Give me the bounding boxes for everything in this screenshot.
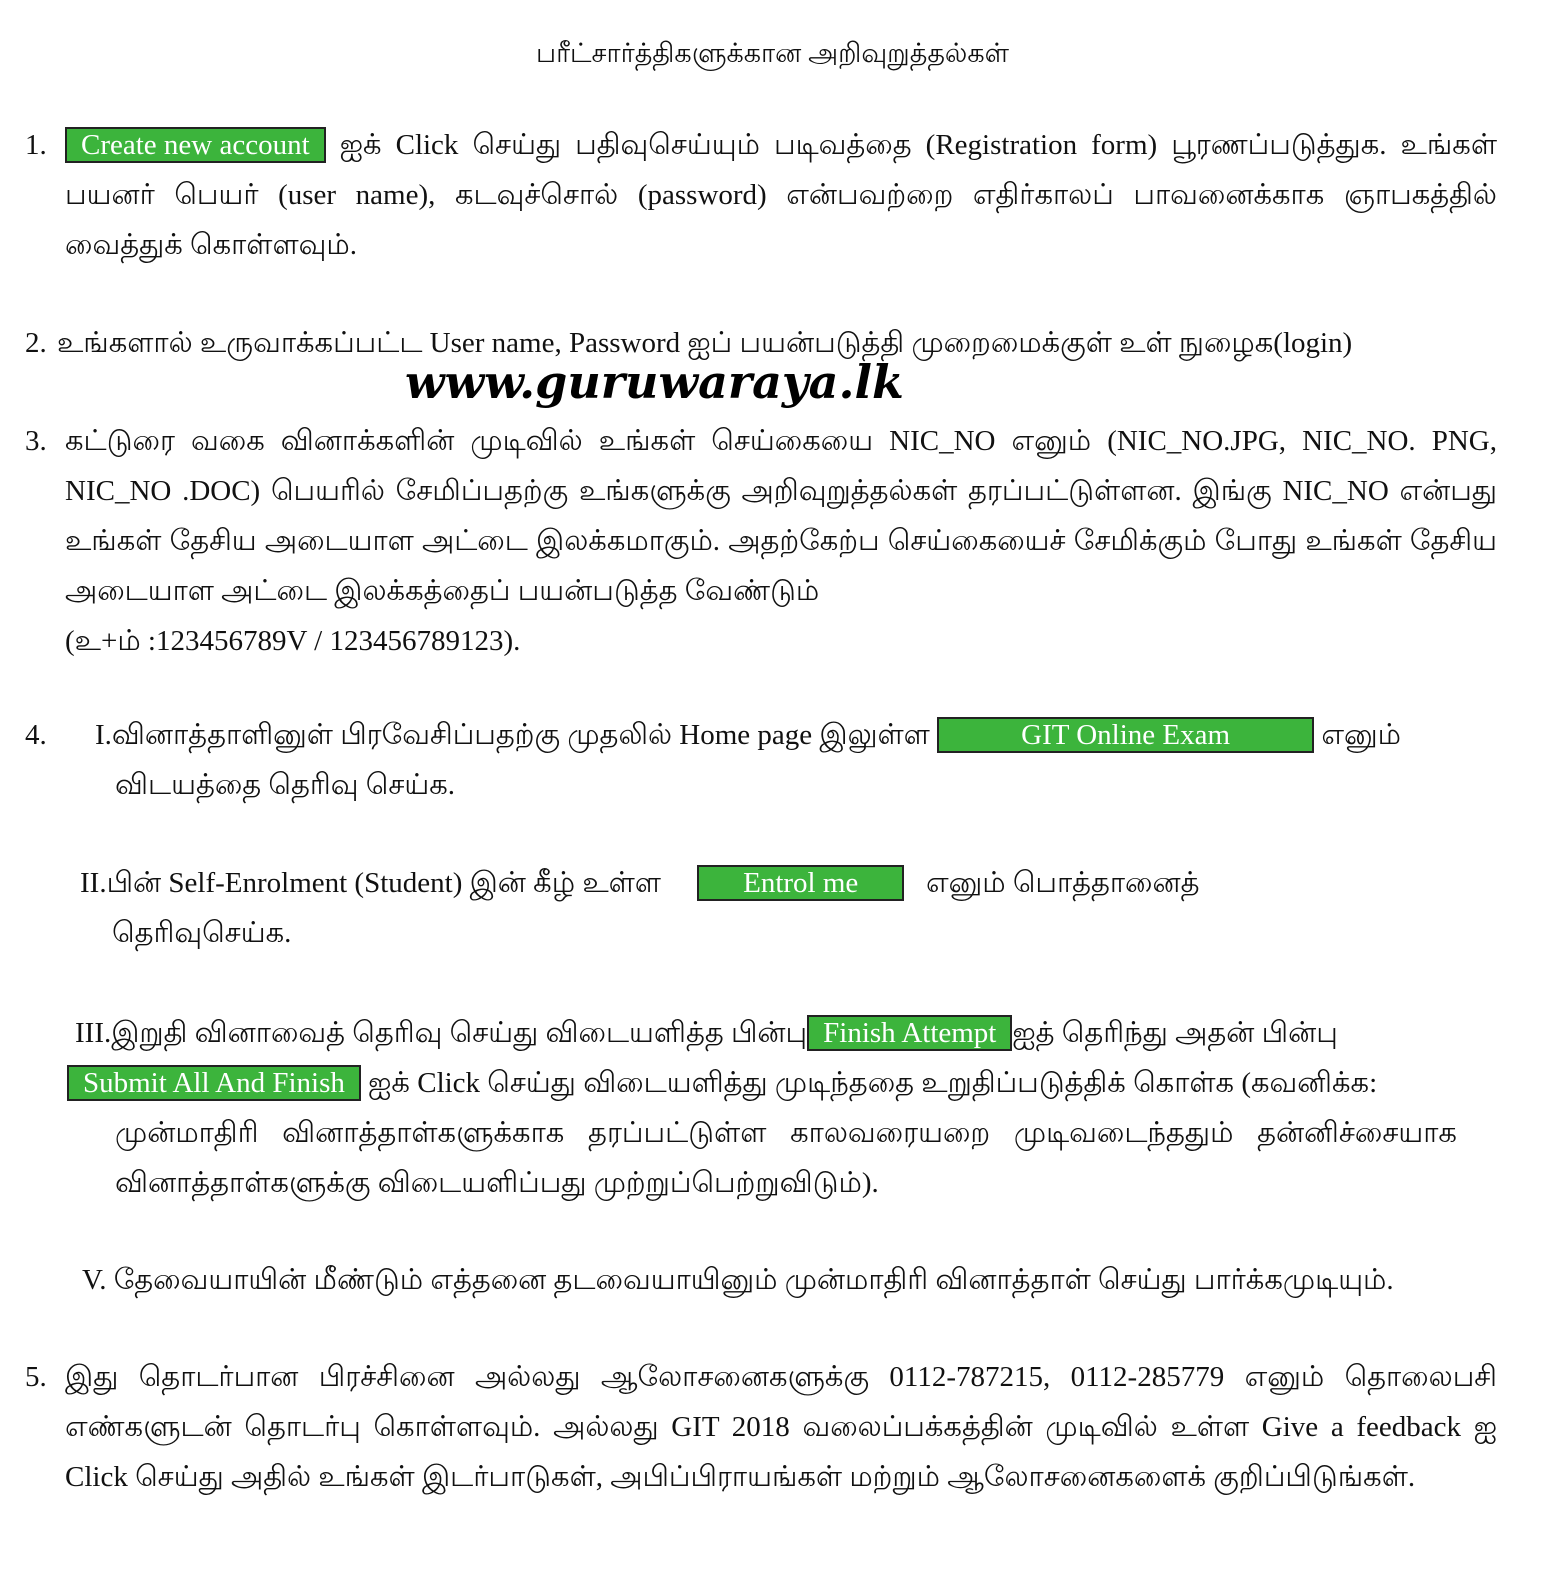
step-text: ஐக் Click செய்து விடையளித்து முடிந்ததை உறுதிப்படுத்திக் கொள்க (கவனிக்க: [368, 1067, 1378, 1099]
example-text: (உ+ம் :123456789V / 123456789123). [65, 625, 521, 657]
step-text: எனும் [1321, 719, 1401, 751]
step-text: இது தொடர்பான பிரச்சினை அல்லது ஆலோசனைகளுக்கு 0112-787215, 0112-285779 எனும் தொலைபசி எண்களுடன் தொடர்பு கொள்ளவும். அல்லது GIT 2018 வலைப்பக்கத்தின் முடிவில் உள்ள Give a feedback ஐ Click செய்து அதில் உங்கள் இடர்பாடுகள், அபிப்பிராயங்கள் மற்றும் ஆலோசனைகளைக் குறிப்பிடுங்கள். [65, 1361, 1497, 1493]
step-4-v: V. தேவையாயின் மீண்டும் எத்தனை தடவையாயினும் முன்மாதிரி வினாத்தாள் செய்து பார்க்கமுடியும். [82, 1264, 1394, 1296]
submit-all-finish-button[interactable]: Submit All And Finish [67, 1065, 361, 1101]
step-text: ஐக் Click செய்து பதிவுசெய்யும் படிவத்தை (Registration form) பூரணப்படுத்துக. உங்கள் பயனர் பெயர் (user name), கடவுச்சொல் (password) என்பவற்றை எதிர்காலப் பாவனைக்காக ஞாபகத்தில் வைத்துக் கொள்ளவும். [65, 129, 1497, 261]
watermark: www.guruwaraya.lk [405, 355, 904, 409]
step-text: ஐத் தெரிந்து அதன் பின்பு [1012, 1017, 1338, 1049]
page-title: பரீட்சார்த்திகளுக்கான அறிவுறுத்தல்கள் [536, 38, 1009, 68]
step-number: 2. [25, 327, 47, 359]
step-3 [25, 416, 1497, 666]
step-number: 1. [25, 129, 47, 161]
step-text: கட்டுரை வகை வினாக்களின் முடிவில் உங்கள் செய்கையை NIC_NO எனும் (NIC_NO.JPG, NIC_NO. PNG, NIC_NO .DOC) பெயரில் சேமிப்பதற்கு உங்களுக்கு அறிவுறுத்தல்கள் தரப்பட்டுள்ளன. இங்கு NIC_NO என்பது உங்கள் தேசிய அடையாள அட்டை இலக்கமாகும். அதற்கேற்ப செய்கையைச் சேமிக்கும் போது உங்கள் தேசிய அடையாள அட்டை இலக்கத்தைப் பயன்படுத்த வேண்டும் [65, 425, 1497, 607]
step-4-iii-note [115, 1108, 1457, 1208]
step-4-iii-cont [67, 1058, 1457, 1108]
step-4-ii [80, 858, 1300, 958]
step-1 [25, 120, 1497, 270]
step-5 [25, 1352, 1497, 1502]
step-text: III.இறுதி வினாவைத் தெரிவு செய்து விடையளித்த பின்பு [75, 1017, 808, 1049]
create-account-button[interactable]: Create new account [65, 127, 326, 163]
step-text: எனும் பொத்தானைத் [925, 867, 1200, 899]
step-number: 4. [25, 719, 47, 751]
step-text: தெரிவுசெய்க. [112, 917, 292, 949]
step-text: I.வினாத்தாளினுள் பிரவேசிப்பதற்கு முதலில் Home page இலுள்ள [95, 719, 930, 751]
step-text: உங்களால் உருவாக்கப்பட்ட User name, Password ஐப் பயன்படுத்தி முறைமைக்குள் உள் நுழைக(login) [57, 327, 1353, 359]
step-4-iii [75, 1008, 1457, 1058]
finish-attempt-button[interactable]: Finish Attempt [807, 1015, 1012, 1051]
step-number: 3. [25, 425, 47, 457]
step-text: முன்மாதிரி வினாத்தாள்களுக்காக தரப்பட்டுள்ள காலவரையறை முடிவடைந்ததும் தன்னிச்சையாக வினாத்தாள்களுக்கு விடையளிப்பது முற்றுப்பெற்றுவிடும்). [115, 1117, 1457, 1199]
step-number: 5. [25, 1361, 47, 1393]
step-text: II.பின் Self-Enrolment (Student) இன் கீழ் உள்ள [80, 867, 661, 899]
git-online-exam-button[interactable]: GIT Online Exam [937, 717, 1314, 753]
step-4-i [25, 710, 1527, 810]
enrol-me-button[interactable]: Entrol me [697, 865, 904, 901]
step-text: விடயத்தை தெரிவு செய்க. [115, 769, 456, 801]
